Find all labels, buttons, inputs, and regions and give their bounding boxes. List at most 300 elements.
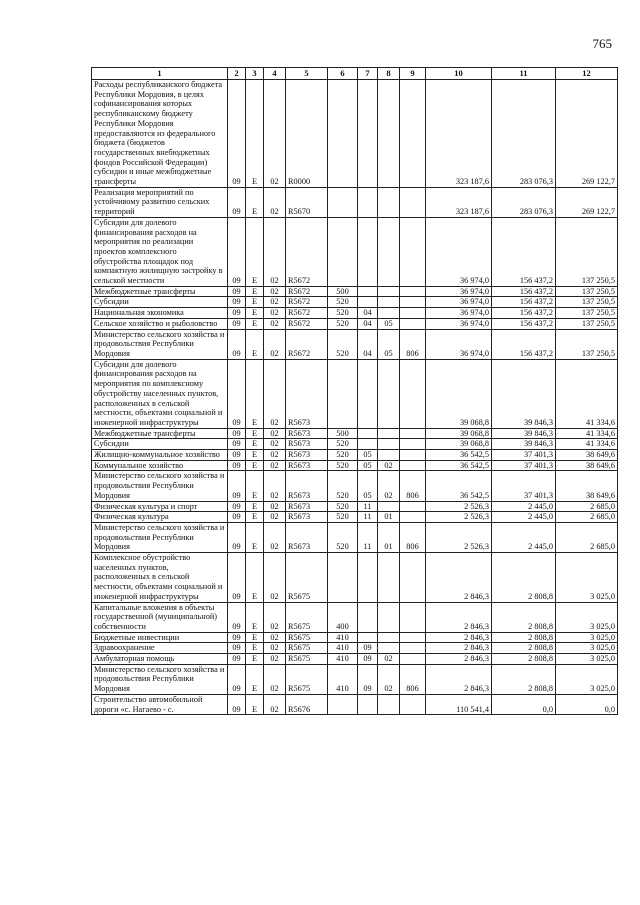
row-name-cell: Расходы республиканского бюджета Республики Мордовия, в целях софинансирования которых республиканскому бюджету Республики Мордовия предоставляются из федерального бюджета (бюджетов государственных внебюджетных фондов Российской Федерации) субсидии и иные межбюджетные трансферты	[92, 80, 228, 188]
col-5-cell: R5673	[286, 501, 328, 512]
col-9-cell	[400, 80, 426, 188]
col-8-cell: 01	[378, 512, 400, 523]
table-row	[92, 694, 618, 714]
col-2-cell: 09	[228, 359, 246, 428]
col-4-cell: 02	[264, 460, 286, 471]
table-row	[92, 359, 618, 428]
row-name-cell: Межбюджетные трансферты	[92, 286, 228, 297]
col-4-cell: 02	[264, 602, 286, 632]
col-10-amount-cell: 2 526,3	[426, 522, 492, 552]
col-11-amount-cell: 156 437,2	[492, 329, 556, 359]
col-9-cell	[400, 632, 426, 643]
col-5-cell: R5673	[286, 460, 328, 471]
col-10-amount-cell: 36 974,0	[426, 318, 492, 329]
col-6-cell: 500	[328, 286, 358, 297]
col-5-cell: R5672	[286, 329, 328, 359]
col-6-cell: 520	[328, 297, 358, 308]
col-8-cell	[378, 359, 400, 428]
col-9-cell: 806	[400, 522, 426, 552]
col-12-amount-cell: 38 649,6	[556, 460, 618, 471]
col-7-cell: 04	[358, 318, 378, 329]
col-3-cell: E	[246, 632, 264, 643]
col-3-cell: E	[246, 439, 264, 450]
col-3-cell: E	[246, 308, 264, 319]
table-row	[92, 80, 618, 188]
col-11-amount-cell: 2 445,0	[492, 522, 556, 552]
col-9-cell	[400, 553, 426, 603]
col-11-amount-cell: 37 401,3	[492, 450, 556, 461]
col-8-cell	[378, 217, 400, 286]
col-11-amount-cell: 37 401,3	[492, 471, 556, 501]
row-name-cell: Строительство автомобильной дороги «с. Нагаево - с.	[92, 694, 228, 714]
col-2-cell: 09	[228, 643, 246, 654]
col-9-cell	[400, 654, 426, 665]
col-7-cell	[358, 428, 378, 439]
col-4-cell: 02	[264, 501, 286, 512]
col-10-amount-cell: 2 846,3	[426, 602, 492, 632]
col-8-cell	[378, 187, 400, 217]
col-12-amount-cell: 3 025,0	[556, 553, 618, 603]
col-7-cell	[358, 439, 378, 450]
col-12-amount-cell: 41 334,6	[556, 439, 618, 450]
col-10-amount-cell: 2 846,3	[426, 654, 492, 665]
col-10-amount-cell: 36 974,0	[426, 286, 492, 297]
col-2-cell: 09	[228, 318, 246, 329]
row-name-cell: Амбулаторная помощь	[92, 654, 228, 665]
col-5-cell: R5672	[286, 297, 328, 308]
col-10-amount-cell: 36 542,5	[426, 471, 492, 501]
col-10-amount-cell: 323 187,6	[426, 187, 492, 217]
col-4-cell: 02	[264, 512, 286, 523]
column-header: 4	[264, 68, 286, 80]
col-10-amount-cell: 323 187,6	[426, 80, 492, 188]
table-row	[92, 602, 618, 632]
col-2-cell: 09	[228, 428, 246, 439]
col-11-amount-cell: 156 437,2	[492, 297, 556, 308]
col-3-cell: E	[246, 643, 264, 654]
col-6-cell: 410	[328, 643, 358, 654]
col-7-cell: 11	[358, 501, 378, 512]
column-header: 5	[286, 68, 328, 80]
col-5-cell: R5675	[286, 664, 328, 694]
row-name-cell: Комплексное обустройство населенных пунктов, расположенных в сельской местности, объектами социальной и инженерной инфраструктуры	[92, 553, 228, 603]
column-header: 9	[400, 68, 426, 80]
col-8-cell	[378, 297, 400, 308]
col-2-cell: 09	[228, 501, 246, 512]
col-8-cell	[378, 286, 400, 297]
col-4-cell: 02	[264, 450, 286, 461]
col-6-cell: 400	[328, 602, 358, 632]
col-5-cell: R5673	[286, 522, 328, 552]
col-4-cell: 02	[264, 187, 286, 217]
col-4-cell: 02	[264, 286, 286, 297]
col-12-amount-cell: 137 250,5	[556, 286, 618, 297]
col-11-amount-cell: 2 808,8	[492, 643, 556, 654]
col-6-cell: 500	[328, 428, 358, 439]
col-12-amount-cell: 269 122,7	[556, 80, 618, 188]
col-8-cell	[378, 643, 400, 654]
col-12-amount-cell: 137 250,5	[556, 318, 618, 329]
col-3-cell: E	[246, 553, 264, 603]
col-6-cell: 520	[328, 308, 358, 319]
table-row	[92, 471, 618, 501]
row-name-cell: Физическая культура	[92, 512, 228, 523]
col-9-cell	[400, 439, 426, 450]
col-4-cell: 02	[264, 297, 286, 308]
col-4-cell: 02	[264, 359, 286, 428]
col-10-amount-cell: 110 541,4	[426, 694, 492, 714]
col-11-amount-cell: 2 445,0	[492, 501, 556, 512]
row-name-cell: Коммунальное хозяйство	[92, 460, 228, 471]
col-6-cell	[328, 80, 358, 188]
col-3-cell: E	[246, 187, 264, 217]
column-header: 10	[426, 68, 492, 80]
col-4-cell: 02	[264, 694, 286, 714]
column-header: 7	[358, 68, 378, 80]
table-body	[92, 80, 618, 715]
col-9-cell	[400, 318, 426, 329]
col-7-cell	[358, 286, 378, 297]
col-9-cell: 806	[400, 664, 426, 694]
col-9-cell	[400, 187, 426, 217]
col-11-amount-cell: 2 808,8	[492, 632, 556, 643]
col-11-amount-cell: 156 437,2	[492, 308, 556, 319]
col-12-amount-cell: 137 250,5	[556, 217, 618, 286]
col-2-cell: 09	[228, 522, 246, 552]
col-5-cell: R5672	[286, 318, 328, 329]
col-7-cell: 11	[358, 522, 378, 552]
col-7-cell: 05	[358, 471, 378, 501]
col-7-cell	[358, 694, 378, 714]
col-10-amount-cell: 2 846,3	[426, 632, 492, 643]
col-9-cell	[400, 450, 426, 461]
col-2-cell: 09	[228, 187, 246, 217]
col-4-cell: 02	[264, 522, 286, 552]
table-row	[92, 439, 618, 450]
col-10-amount-cell: 36 542,5	[426, 450, 492, 461]
col-11-amount-cell: 283 076,3	[492, 187, 556, 217]
col-6-cell: 520	[328, 439, 358, 450]
table-row	[92, 632, 618, 643]
col-12-amount-cell: 41 334,6	[556, 359, 618, 428]
col-12-amount-cell: 38 649,6	[556, 450, 618, 461]
row-name-cell: Министерство сельского хозяйства и продовольствия Республики Мордовия	[92, 522, 228, 552]
col-6-cell: 520	[328, 522, 358, 552]
col-11-amount-cell: 37 401,3	[492, 460, 556, 471]
column-header: 2	[228, 68, 246, 80]
col-11-amount-cell: 283 076,3	[492, 80, 556, 188]
col-2-cell: 09	[228, 632, 246, 643]
col-2-cell: 09	[228, 308, 246, 319]
table-row	[92, 553, 618, 603]
table-row	[92, 308, 618, 319]
col-11-amount-cell: 39 846,3	[492, 428, 556, 439]
col-3-cell: E	[246, 512, 264, 523]
row-name-cell: Министерство сельского хозяйства и продовольствия Республики Мордовия	[92, 664, 228, 694]
col-4-cell: 02	[264, 471, 286, 501]
col-3-cell: E	[246, 329, 264, 359]
col-4-cell: 02	[264, 308, 286, 319]
col-7-cell: 04	[358, 308, 378, 319]
col-4-cell: 02	[264, 664, 286, 694]
col-4-cell: 02	[264, 217, 286, 286]
col-5-cell: R5673	[286, 471, 328, 501]
col-7-cell	[358, 602, 378, 632]
col-7-cell	[358, 217, 378, 286]
col-7-cell: 09	[358, 643, 378, 654]
col-5-cell: R5673	[286, 439, 328, 450]
col-9-cell	[400, 359, 426, 428]
col-7-cell	[358, 553, 378, 603]
col-5-cell: R5675	[286, 632, 328, 643]
col-3-cell: E	[246, 450, 264, 461]
table-row	[92, 428, 618, 439]
column-header: 12	[556, 68, 618, 80]
table-header-row	[92, 68, 618, 80]
col-5-cell: R5672	[286, 217, 328, 286]
col-2-cell: 09	[228, 602, 246, 632]
col-2-cell: 09	[228, 471, 246, 501]
col-7-cell	[358, 80, 378, 188]
col-6-cell: 520	[328, 471, 358, 501]
table-row	[92, 643, 618, 654]
col-8-cell	[378, 308, 400, 319]
col-12-amount-cell: 3 025,0	[556, 643, 618, 654]
col-3-cell: E	[246, 694, 264, 714]
col-3-cell: E	[246, 460, 264, 471]
col-11-amount-cell: 2 808,8	[492, 553, 556, 603]
column-header: 3	[246, 68, 264, 80]
col-6-cell	[328, 217, 358, 286]
col-10-amount-cell: 39 068,8	[426, 359, 492, 428]
col-6-cell	[328, 359, 358, 428]
col-3-cell: E	[246, 297, 264, 308]
col-4-cell: 02	[264, 553, 286, 603]
col-8-cell: 02	[378, 654, 400, 665]
row-name-cell: Физическая культура и спорт	[92, 501, 228, 512]
row-name-cell: Национальная экономика	[92, 308, 228, 319]
col-5-cell: R5673	[286, 512, 328, 523]
col-12-amount-cell: 137 250,5	[556, 297, 618, 308]
col-2-cell: 09	[228, 439, 246, 450]
table-row	[92, 187, 618, 217]
row-name-cell: Жилищно-коммунальное хозяйство	[92, 450, 228, 461]
col-12-amount-cell: 41 334,6	[556, 428, 618, 439]
budget-table	[91, 67, 618, 715]
table-row	[92, 329, 618, 359]
col-4-cell: 02	[264, 318, 286, 329]
col-12-amount-cell: 38 649,6	[556, 471, 618, 501]
table-row	[92, 522, 618, 552]
row-name-cell: Реализация мероприятий по устойчивому развитию сельских территорий	[92, 187, 228, 217]
col-7-cell	[358, 187, 378, 217]
col-11-amount-cell: 156 437,2	[492, 318, 556, 329]
col-5-cell: R5672	[286, 308, 328, 319]
row-name-cell: Субсидии	[92, 297, 228, 308]
col-12-amount-cell: 3 025,0	[556, 632, 618, 643]
col-8-cell	[378, 439, 400, 450]
col-3-cell: E	[246, 80, 264, 188]
col-6-cell: 520	[328, 501, 358, 512]
col-10-amount-cell: 2 846,3	[426, 643, 492, 654]
col-5-cell: R5670	[286, 187, 328, 217]
row-name-cell: Субсидии	[92, 439, 228, 450]
col-9-cell	[400, 297, 426, 308]
table-row	[92, 460, 618, 471]
col-7-cell: 04	[358, 329, 378, 359]
table-row	[92, 450, 618, 461]
col-12-amount-cell: 3 025,0	[556, 602, 618, 632]
col-3-cell: E	[246, 654, 264, 665]
col-2-cell: 09	[228, 694, 246, 714]
col-12-amount-cell: 2 685,0	[556, 501, 618, 512]
col-12-amount-cell: 0,0	[556, 694, 618, 714]
col-5-cell: R5673	[286, 450, 328, 461]
row-name-cell: Министерство сельского хозяйства и продовольствия Республики Мордовия	[92, 471, 228, 501]
col-11-amount-cell: 156 437,2	[492, 286, 556, 297]
col-7-cell	[358, 632, 378, 643]
col-10-amount-cell: 36 974,0	[426, 329, 492, 359]
col-3-cell: E	[246, 471, 264, 501]
col-6-cell: 410	[328, 632, 358, 643]
col-2-cell: 09	[228, 217, 246, 286]
col-4-cell: 02	[264, 632, 286, 643]
col-6-cell	[328, 187, 358, 217]
col-5-cell: R5675	[286, 643, 328, 654]
table-row	[92, 512, 618, 523]
col-5-cell: R5672	[286, 286, 328, 297]
col-10-amount-cell: 36 542,5	[426, 460, 492, 471]
col-11-amount-cell: 39 846,3	[492, 359, 556, 428]
col-12-amount-cell: 269 122,7	[556, 187, 618, 217]
col-10-amount-cell: 2 526,3	[426, 501, 492, 512]
col-10-amount-cell: 39 068,8	[426, 439, 492, 450]
col-3-cell: E	[246, 359, 264, 428]
col-5-cell: R5675	[286, 602, 328, 632]
col-10-amount-cell: 36 974,0	[426, 217, 492, 286]
col-7-cell: 11	[358, 512, 378, 523]
col-8-cell	[378, 450, 400, 461]
col-5-cell: R5675	[286, 553, 328, 603]
row-name-cell: Межбюджетные трансферты	[92, 428, 228, 439]
col-8-cell	[378, 694, 400, 714]
table-row	[92, 501, 618, 512]
col-11-amount-cell: 2 808,8	[492, 602, 556, 632]
col-3-cell: E	[246, 318, 264, 329]
col-11-amount-cell: 2 445,0	[492, 512, 556, 523]
col-2-cell: 09	[228, 460, 246, 471]
col-9-cell	[400, 512, 426, 523]
row-name-cell: Сельское хозяйство и рыболовство	[92, 318, 228, 329]
col-8-cell: 02	[378, 471, 400, 501]
col-7-cell: 05	[358, 460, 378, 471]
page-number: 765	[592, 36, 612, 51]
col-4-cell: 02	[264, 643, 286, 654]
col-5-cell: R5676	[286, 694, 328, 714]
col-3-cell: E	[246, 522, 264, 552]
col-11-amount-cell: 156 437,2	[492, 217, 556, 286]
col-6-cell	[328, 553, 358, 603]
col-9-cell	[400, 643, 426, 654]
col-10-amount-cell: 36 974,0	[426, 308, 492, 319]
col-12-amount-cell: 3 025,0	[556, 664, 618, 694]
col-2-cell: 09	[228, 450, 246, 461]
col-5-cell: R0000	[286, 80, 328, 188]
col-6-cell	[328, 694, 358, 714]
col-9-cell: 806	[400, 471, 426, 501]
column-header: 8	[378, 68, 400, 80]
col-6-cell: 520	[328, 460, 358, 471]
col-6-cell: 520	[328, 450, 358, 461]
col-2-cell: 09	[228, 329, 246, 359]
col-9-cell	[400, 428, 426, 439]
col-11-amount-cell: 39 846,3	[492, 439, 556, 450]
table-row	[92, 286, 618, 297]
row-name-cell: Министерство сельского хозяйства и продовольствия Республики Мордовия	[92, 329, 228, 359]
col-9-cell	[400, 460, 426, 471]
col-9-cell	[400, 286, 426, 297]
col-2-cell: 09	[228, 664, 246, 694]
col-3-cell: E	[246, 664, 264, 694]
col-2-cell: 09	[228, 286, 246, 297]
col-9-cell	[400, 217, 426, 286]
col-8-cell	[378, 602, 400, 632]
col-4-cell: 02	[264, 329, 286, 359]
col-2-cell: 09	[228, 553, 246, 603]
row-name-cell: Капитальные вложения в объекты государственной (муниципальной) собственности	[92, 602, 228, 632]
col-4-cell: 02	[264, 80, 286, 188]
col-8-cell: 02	[378, 664, 400, 694]
col-4-cell: 02	[264, 439, 286, 450]
table-row	[92, 217, 618, 286]
col-10-amount-cell: 39 068,8	[426, 428, 492, 439]
col-10-amount-cell: 2 846,3	[426, 553, 492, 603]
col-8-cell	[378, 80, 400, 188]
col-8-cell	[378, 553, 400, 603]
col-10-amount-cell: 36 974,0	[426, 297, 492, 308]
col-12-amount-cell: 2 685,0	[556, 512, 618, 523]
col-9-cell: 806	[400, 329, 426, 359]
col-9-cell	[400, 602, 426, 632]
col-9-cell	[400, 501, 426, 512]
column-header: 11	[492, 68, 556, 80]
col-3-cell: E	[246, 501, 264, 512]
col-6-cell: 410	[328, 654, 358, 665]
col-10-amount-cell: 2 846,3	[426, 664, 492, 694]
col-7-cell	[358, 297, 378, 308]
col-8-cell: 05	[378, 329, 400, 359]
col-11-amount-cell: 2 808,8	[492, 664, 556, 694]
col-3-cell: E	[246, 217, 264, 286]
col-2-cell: 09	[228, 80, 246, 188]
col-6-cell: 520	[328, 318, 358, 329]
col-9-cell	[400, 308, 426, 319]
col-2-cell: 09	[228, 297, 246, 308]
col-5-cell: R5673	[286, 428, 328, 439]
col-12-amount-cell: 2 685,0	[556, 522, 618, 552]
col-5-cell: R5673	[286, 359, 328, 428]
column-header: 6	[328, 68, 358, 80]
col-8-cell: 01	[378, 522, 400, 552]
col-2-cell: 09	[228, 654, 246, 665]
column-header: 1	[92, 68, 228, 80]
col-6-cell: 520	[328, 329, 358, 359]
col-7-cell: 05	[358, 450, 378, 461]
table-row	[92, 297, 618, 308]
col-12-amount-cell: 137 250,5	[556, 329, 618, 359]
col-3-cell: E	[246, 428, 264, 439]
col-8-cell	[378, 428, 400, 439]
